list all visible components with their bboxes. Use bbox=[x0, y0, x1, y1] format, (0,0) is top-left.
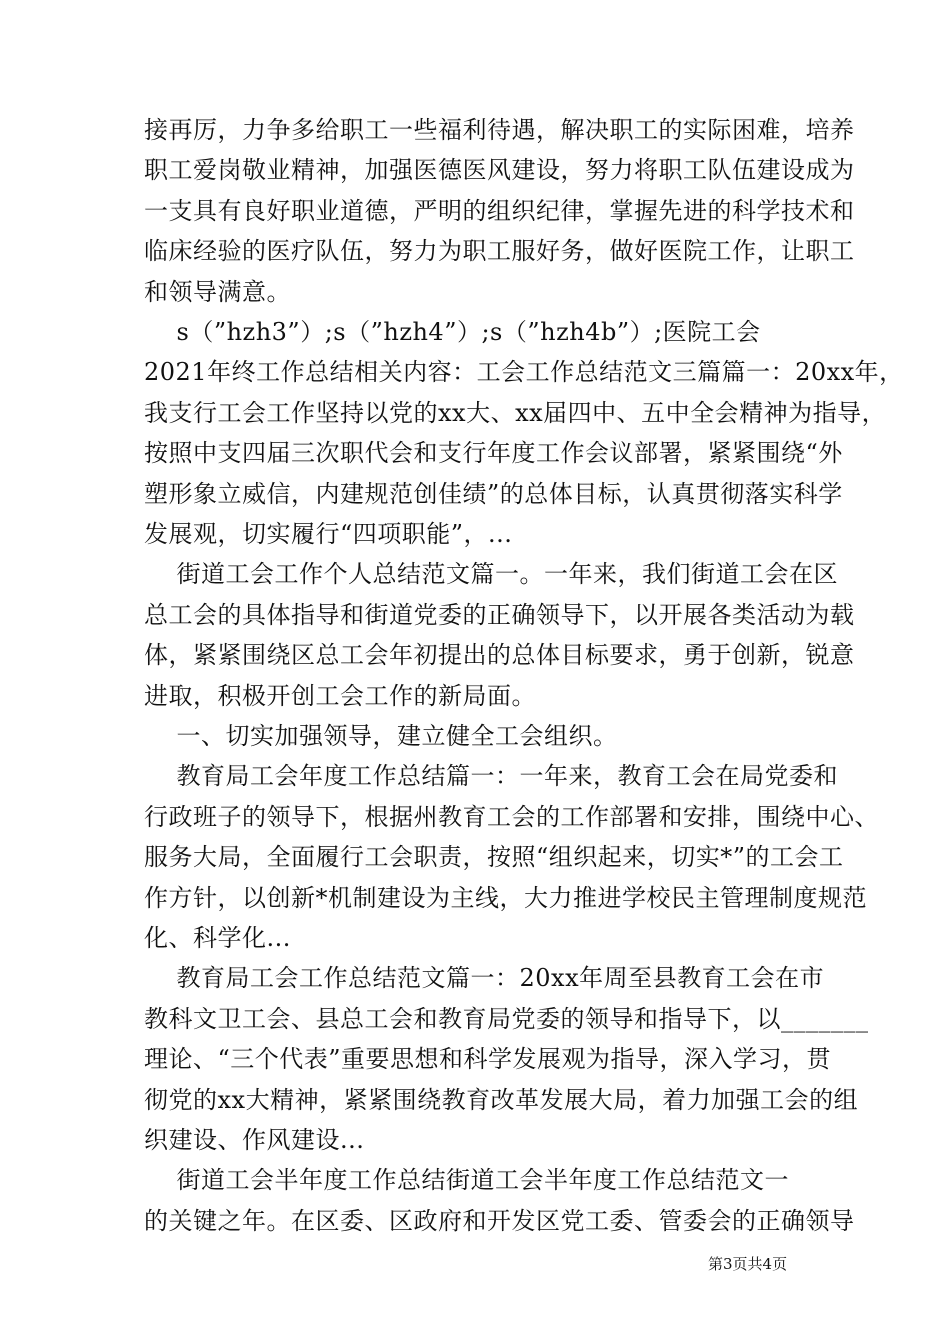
text-line: 理论、“三个代表”重要思想和科学发展观为指导，深入学习，贯 bbox=[144, 1045, 832, 1073]
text-line: 作方针，以创新*机制建设为主线，大力推进学校民主管理制度规范 bbox=[144, 884, 867, 912]
text-line: 教育局工会工作总结范文篇一：20xx年周至县教育工会在市 bbox=[144, 964, 825, 992]
text-line: 教育局工会年度工作总结篇一：一年来，教育工会在局党委和 bbox=[144, 762, 839, 790]
text-line: 进取，积极开创工会工作的新局面。 bbox=[144, 682, 536, 710]
text-line: 我支行工会工作坚持以党的xx大、xx届四中、五中全会精神为指导， bbox=[144, 399, 887, 427]
text-line: s（”hzh3”）;s（”hzh4”）;s（”hzh4b”）;医院工会 bbox=[144, 318, 761, 346]
text-line: 化、科学化... bbox=[144, 924, 291, 952]
text-line: 发展观，切实履行“四项职能”，... bbox=[144, 520, 513, 548]
text-line: 职工爱岗敬业精神，加强医德医风建设，努力将职工队伍建设成为 bbox=[144, 156, 855, 184]
text-line: 接再厉，力争多给职工一些福利待遇，解决职工的实际困难，培养 bbox=[144, 116, 855, 144]
text-line: 织建设、作风建设... bbox=[144, 1126, 365, 1154]
text-line: 彻党的xx大精神，紧紧围绕教育改革发展大局，着力加强工会的组 bbox=[144, 1086, 859, 1114]
text-line: 塑形象立威信，内建规范创佳绩”的总体目标，认真贯彻落实科学 bbox=[144, 480, 843, 508]
text-line: 街道工会半年度工作总结街道工会半年度工作总结范文一 bbox=[144, 1166, 790, 1194]
text-line: 的关键之年。在区委、区政府和开发区党工委、管委会的正确领导 bbox=[144, 1207, 855, 1235]
text-line: 服务大局，全面履行工会职责，按照“组织起来，切实*”的工会工 bbox=[144, 843, 844, 871]
page-number: 第3页共4页 bbox=[708, 1255, 788, 1273]
text-line: 一支具有良好职业道德，严明的组织纪律，掌握先进的科学技术和 bbox=[144, 197, 855, 225]
text-line: 一、切实加强领导，建立健全工会组织。 bbox=[144, 722, 618, 750]
text-line: 体，紧紧围绕区总工会年初提出的总体目标要求，勇于创新，锐意 bbox=[144, 641, 855, 669]
text-line: 按照中支四届三次职代会和支行年度工作会议部署，紧紧围绕“外 bbox=[144, 439, 843, 467]
text-line: 教科文卫工会、县总工会和教育局党委的领导和指导下，以_______ bbox=[144, 1005, 869, 1033]
text-line: 总工会的具体指导和街道党委的正确领导下，以开展各类活动为载 bbox=[144, 601, 855, 629]
text-line: 行政班子的领导下，根据州教育工会的工作部署和安排，围绕中心、 bbox=[144, 803, 879, 831]
text-line: 临床经验的医疗队伍，努力为职工服好务，做好医院工作，让职工 bbox=[144, 237, 855, 265]
text-line: 街道工会工作个人总结范文篇一。一年来，我们街道工会在区 bbox=[144, 560, 839, 588]
text-line: 2021年终工作总结相关内容：工会工作总结范文三篇篇一：20xx年， bbox=[144, 358, 904, 386]
text-line: 和领导满意。 bbox=[144, 278, 291, 306]
